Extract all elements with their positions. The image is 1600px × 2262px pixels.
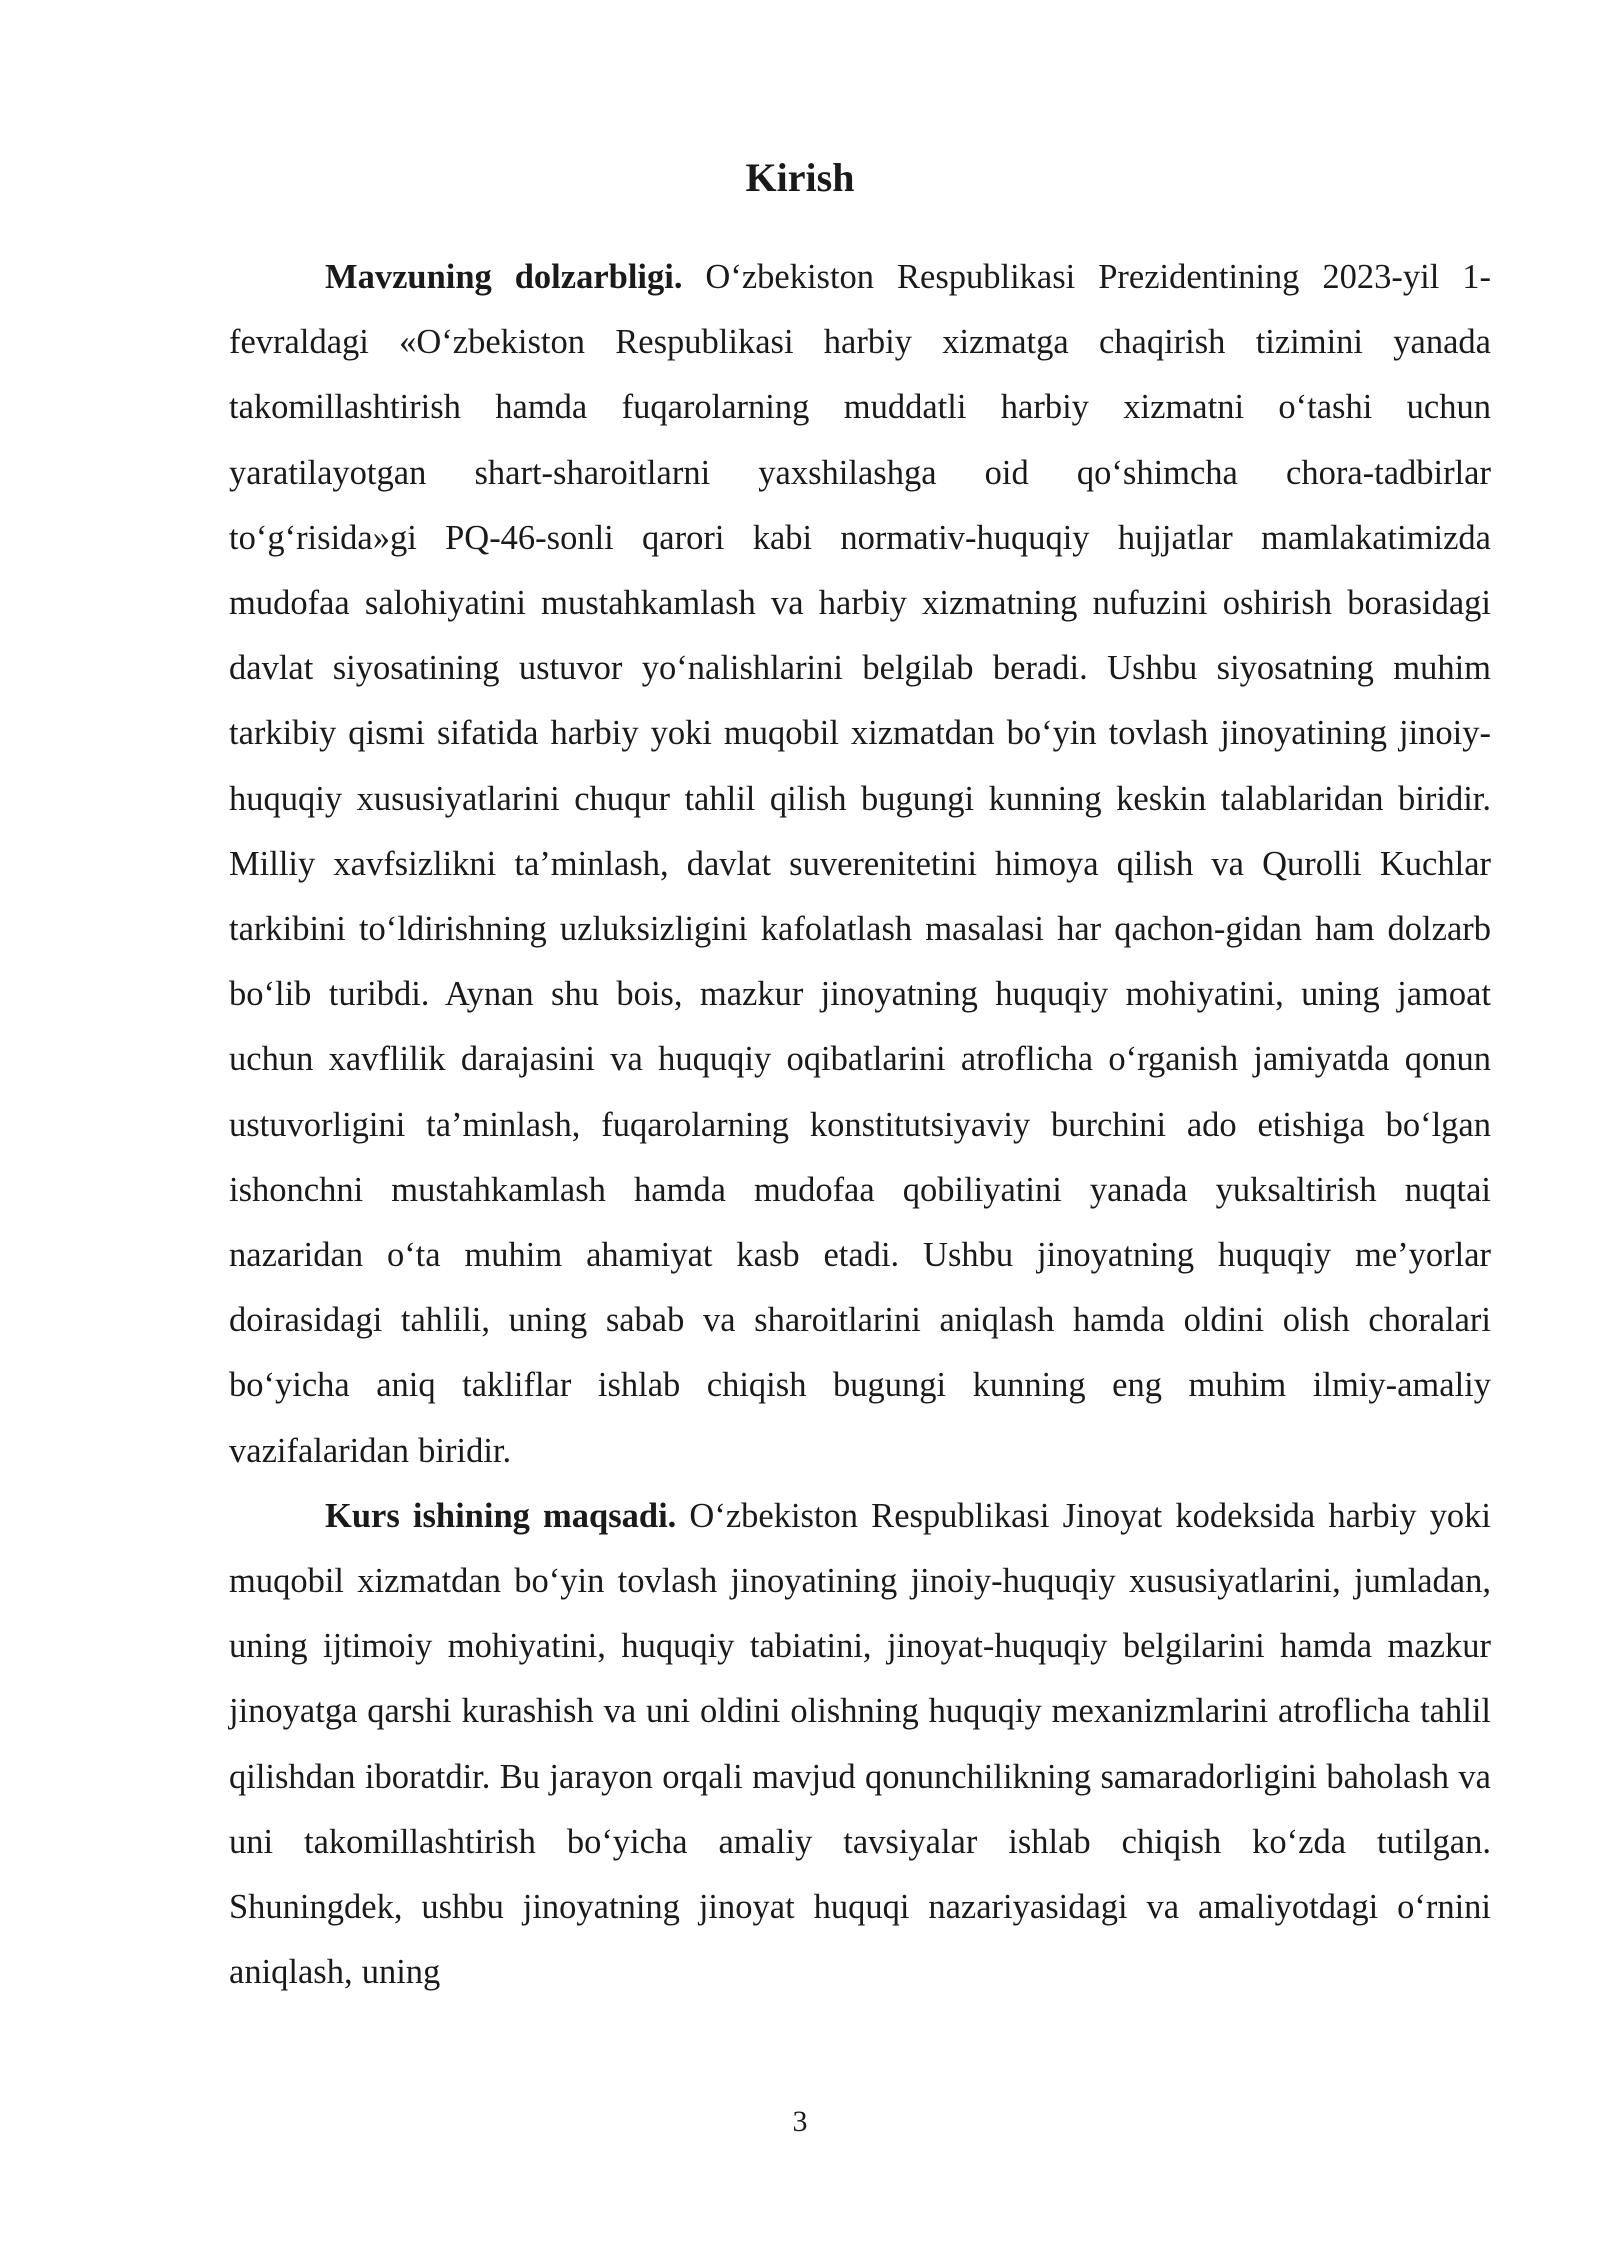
paragraph-heading-goal: Kurs ishining maqsadi. (325, 1496, 677, 1535)
paragraph-text-goal: O‘zbekiston Respublikasi Jinoyat kodeksida harbiy yoki muqobil xizmatdan bo‘yin tovlash jinoyatining jinoiy-huquqiy xususiyatlarini, jumladan, uning ijtimoiy mohiyatini, huquqiy tabiatini, jinoyat-huquqiy belgilarini hamda mazkur jinoyatga qarshi kurashish va uni oldini olishning huquqiy mexanizmlarini atroflicha tahlil qilishdan iboratdir. Bu jarayon orqali mavjud qonunchilikning samaradorligini baholash va uni takomillashtirish bo‘yicha amaliy tavsiyalar ishlab chiqish ko‘zda tutilgan. Shuningdek, ushbu jinoyatning jinoyat huquqi nazariyasidagi va amaliyotdagi o‘rnini aniqlash, uning (229, 1496, 1491, 1992)
paragraph-text-relevance: O‘zbekiston Respublikasi Prezidentining 2023-yil 1-fevraldagi «O‘zbekiston Respublikasi harbiy xizmatga chaqirish tizimini yanada takomillashtirish hamda fuqarolarning muddatli harbiy xizmatni o‘tashi uchun yaratilayotgan shart-sharoitlarni yaxshilashga oid qo‘shimcha chora-tadbirlar to‘g‘risida»gi PQ-46-sonli qarori kabi normativ-huquqiy hujjatlar mamlakatimizda mudofaa salohiyatini mustahkamlash va harbiy xizmatning nufuzini oshirish borasidagi davlat siyosatining ustuvor yo‘nalishlarini belgilab beradi. Ushbu siyosatning muhim tarkibiy qismi sifatida harbiy yoki muqobil xizmatdan bo‘yin tovlash jinoyatining jinoiy-huquqiy xususiyatlarini chuqur tahlil qilish bugungi kunning keskin talablaridan biridir. Milliy xavfsizlikni ta’minlash, davlat suverenitetini himoya qilish va Qurolli Kuchlar tarkibini to‘ldirishning uzluksizligini kafolatlash masalasi har qachon-gidan ham dolzarb bo‘lib turibdi. Aynan shu bois, mazkur jinoyatning huquqiy mohiyatini, uning jamoat uchun xavflilik darajasini va huquqiy oqibatlarini atroflicha o‘rganish jamiyatda qonun ustuvorligini ta’minlash, fuqarolarning konstitutsiyaviy burchini ado etishiga bo‘lgan ishonchni mustahkamlash hamda mudofaa qobiliyatini yanada yuksaltirish nuqtai nazaridan o‘ta muhim ahamiyat kasb etadi. Ushbu jinoyatning huquqiy me’yorlar doirasidagi tahlili, uning sabab va sharoitlarini aniqlash hamda oldini olish choralari bo‘yicha aniq takliflar ishlab chiqish bugungi kunning eng muhim ilmiy-amaliy vazifalaridan biridir. (229, 258, 1491, 1470)
paragraph-relevance (229, 245, 1491, 1484)
page-title: Kirish (745, 155, 855, 200)
body-text (229, 245, 1491, 2005)
paragraph-goal (229, 1484, 1491, 2006)
paragraph-heading-relevance: Mavzuning dolzarbligi. (325, 258, 683, 296)
page-number: 3 (792, 2105, 808, 2138)
